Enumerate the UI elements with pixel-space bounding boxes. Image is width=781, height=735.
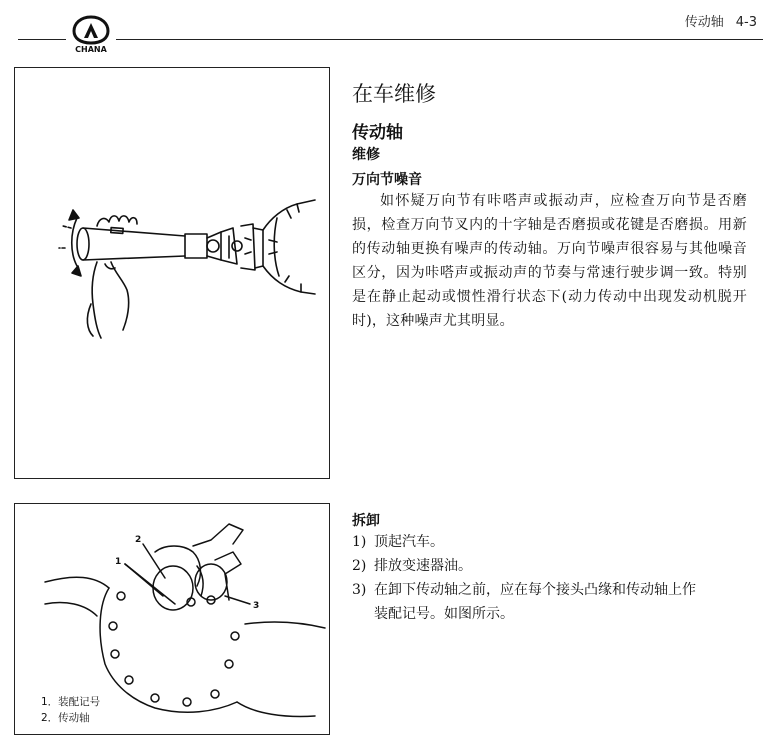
- step-text: 排放变速器油。: [374, 558, 472, 574]
- section-removal: [352, 510, 747, 530]
- ujoint-noise-heading: 万向节噪音: [352, 172, 422, 188]
- ujoint-noise-heading-wrap: [352, 169, 747, 189]
- logo-brand-text: CHANA: [75, 45, 107, 54]
- header-rule-left: [18, 39, 66, 40]
- ujoint-noise-body: [352, 189, 747, 333]
- step-number: 1): [352, 534, 367, 550]
- legend-item-1: 1．装配记号: [41, 696, 101, 708]
- subsection-title: 传动轴: [352, 123, 403, 143]
- step-text: 在卸下传动轴之前，应在每个接头凸缘和传动轴上作: [374, 582, 696, 598]
- header-section: 传动轴: [684, 15, 724, 30]
- maintenance-heading-wrap: [352, 144, 747, 164]
- maintenance-heading: 维修: [352, 147, 380, 163]
- legend-item-2: 2．传动轴: [41, 712, 90, 724]
- removal-step-1: [352, 530, 747, 554]
- chana-logo: [66, 14, 116, 54]
- ujoint-noise-paragraph: 如怀疑万向节有咔嗒声或振动声，应检查万向节是否磨损，检查万向节叉内的十字轴是否磨损或花键是否磨损。用新的传动轴更换有噪声的传动轴。万向节噪声很容易与其他噪音区分，因为咔嗒声或振动声的节奏与常速行驶步调一致。特别是在静止起动或惯性滑行状态下(动力传动中出现发动机脱开时)，这种噪声尤其明显。: [352, 193, 747, 329]
- removal-heading: 拆卸: [352, 513, 380, 529]
- callout-3: 3: [253, 601, 260, 611]
- removal-steps: [352, 530, 747, 626]
- step-number: 3): [352, 582, 367, 598]
- section-on-vehicle-service: [352, 78, 747, 108]
- figure-driveshaft-check: [14, 67, 330, 479]
- section-title: 在车维修: [352, 82, 436, 106]
- subsection-drive-shaft: [352, 118, 747, 143]
- step-number: 2): [352, 558, 367, 574]
- removal-step-3: [352, 578, 747, 626]
- figure-match-marks: [14, 503, 330, 735]
- callout-2: 2: [135, 535, 142, 545]
- removal-step-2: [352, 554, 747, 578]
- step-text-continued: 装配记号。如图所示。: [374, 606, 514, 622]
- header-rule-right: [116, 39, 763, 40]
- header-page-number: 4-3: [735, 15, 757, 30]
- callout-1: 1: [115, 557, 122, 567]
- running-header: [673, 11, 757, 30]
- step-text: 顶起汽车。: [374, 534, 444, 550]
